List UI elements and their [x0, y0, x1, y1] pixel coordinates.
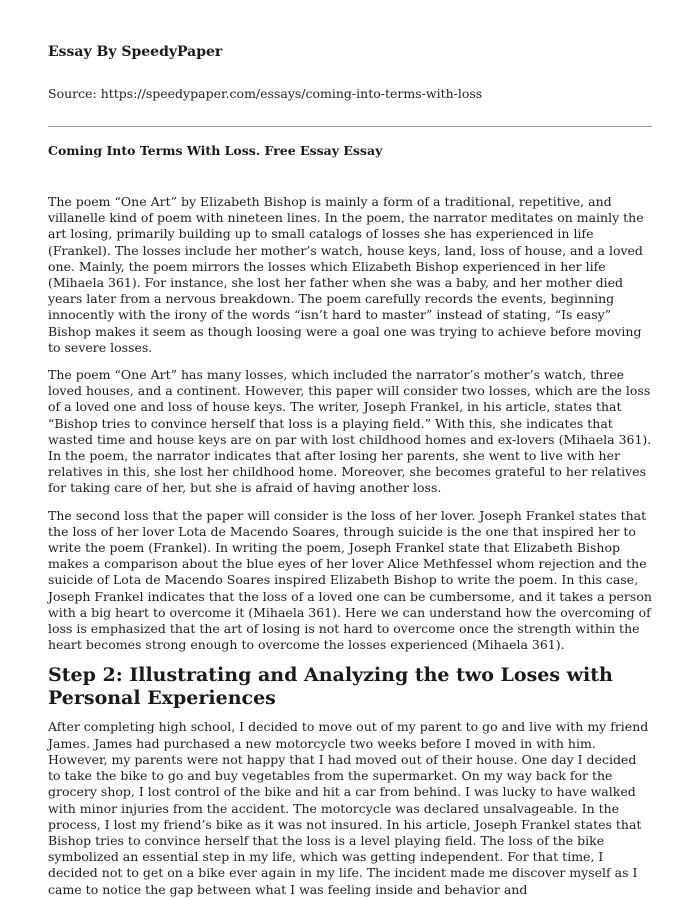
paragraph-4: After completing high school, I decided to move out of my parent to go and live with my friend James. James had purchased a new motorcycle two weeks before I moved in with him. However, my parents were not happy that I had moved out of their house. One day I decided to take the bike to go and buy vegetables from the supermarket. On my way back for the grocery shop, I lost control of the bike and hit a car from behind. I was lucky to have walked with minor injuries from the accident. The motorcycle was declared unsalvageable. In the process, I lost my friend’s bike as it was not insured. In his article, Joseph Frankel states that Bishop tries to convince herself that the loss is a level playing field. The loss of the bike symbolized an essential step in my life, which was getting independent. For that time, I decided not to get on a bike ever again in my life. The incident made me discover myself as I came to notice the gap between what I was feeling inside and behavior and	[48, 719, 649, 897]
paragraph-2: The poem “One Art” has many losses, which included the narrator’s mother’s watch, three loved houses, and a continent. However, this paper will consider two losses, which are the loss of a loved one and loss of house keys. The writer, Joseph Frankel, in his article, states that “Bishop tries to convince herself that loss is a playing field.” With this, she indicates that wasted time and house keys are on par with lost childhood homes and ex-lovers (Mihaela 361). In the poem, the narrator indicates that after losing her parents, she went to live with her relatives in this, she lost her childhood home. Moreover, she becomes grateful to her relatives for taking care of her, but she is afraid of having another loss.	[48, 367, 652, 496]
paragraph-3: The second loss that the paper will consider is the loss of her lover. Joseph Frankel states that the loss of her lover Lota de Macendo Soares, through suicide is the one that inspired her to write the poem (Frankel). In writing the poem, Joseph Frankel state that Elizabeth Bishop makes a comparison about the blue eyes of her lover Alice Methfessel whom rejection and the suicide of Lota de Macendo Soares inspired Elizabeth Bishop to write the poem. In this case, Joseph Frankel indicates that the loss of a loved one can be cumbersome, and it takes a person with a big heart to overcome it (Mihaela 361). Here we can understand how the overcoming of loss is emphasized that the art of losing is not hard to overcome once the strength within the heart becomes strong enough to overcome the losses experienced (Mihaela 361).	[48, 507, 652, 653]
header-divider	[48, 126, 652, 127]
document-title: Coming Into Terms With Loss. Free Essay Essay	[48, 143, 383, 158]
section-heading: Step 2: Illustrating and Analyzing the two Loses with Personal Experiences	[48, 664, 613, 710]
brand-title: Essay By SpeedyPaper	[48, 44, 223, 60]
paragraph-1: The poem “One Art” by Elizabeth Bishop is mainly a form of a traditional, repetitive, and villanelle kind of poem with nineteen lines. In the poem, the narrator meditates on mainly the art losing, primarily building up to small catalogs of losses she has experienced in life (Frankel). The losses include her mother’s watch, house keys, land, loss of house, and a loved one. Mainly, the poem mirrors the losses which Elizabeth Bishop experienced in her life (Mihaela 361). For instance, she lost her father when she was a baby, and her mother died years later from a nervous breakdown. The poem carefully records the events, beginning innocently with the irony of the words “isn’t hard to master” instead of stating, “Is easy” Bishop makes it seem as though loosing were a goal one was trying to achieve before moving to severe losses.	[48, 194, 644, 355]
essay-body	[48, 194, 652, 898]
source-line: Source: https://speedypaper.com/essays/coming-into-terms-with-loss	[48, 86, 483, 101]
